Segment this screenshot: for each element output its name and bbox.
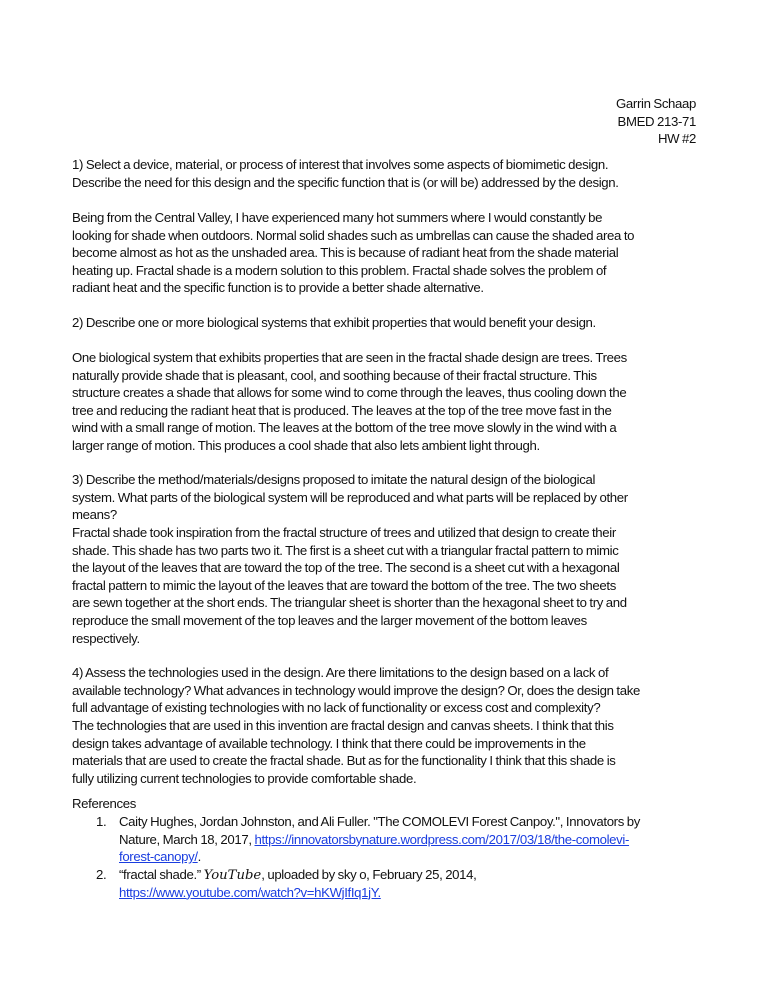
question-line: 3) Describe the method/materials/designs proposed to imitate the natural design of the biological — [72, 472, 596, 487]
answer-line: respectively. — [72, 630, 140, 646]
answer-line: reproduce the small movement of the top leaves and the larger movement of the bottom leaves — [72, 612, 587, 628]
reference-item-2 — [96, 866, 716, 902]
reference-line — [119, 831, 640, 849]
answer-line: become almost as hot as the unshaded area. This is because of radiant heat from the shade material — [72, 245, 619, 261]
question-line: 2) Describe one or more biological systems that exhibit properties that would benefit your design. — [72, 315, 596, 330]
reference-body — [119, 813, 640, 866]
answer-line: larger range of motion. This produces a cool shade that also lets ambient light through. — [72, 437, 540, 453]
answer-line: materials that are used to create the fractal shade. But as for the functionality I think that this shade is — [72, 753, 616, 769]
answer-4 — [72, 717, 702, 787]
reference-link-youtube[interactable]: https://www.youtube.com/watch?v=hKWjIfIq1jY. — [119, 884, 381, 900]
answer-line: fractal pattern to mimic the layout of the leaves that are toward the bottom of the tree. The two sheets — [72, 577, 616, 593]
question-line: Describe the need for this design and the specific function that is (or will be) addressed by the design. — [72, 174, 619, 190]
question-4 — [72, 664, 702, 717]
question-line: system. What parts of the biological system will be reproduced and what parts will be replaced by other — [72, 489, 628, 505]
answer-line: Fractal shade took inspiration from the fractal structure of trees and utilized that design to create their — [72, 525, 616, 540]
reference-text: , uploaded by sky o, February 25, 2014, — [261, 867, 477, 882]
answer-line: design takes advantage of available technology. I think that there could be improvements in the — [72, 735, 586, 751]
reference-body — [119, 866, 476, 901]
answer-line: wind with a small range of motion. The leaves at the bottom of the tree move slowly in the wind with a — [72, 420, 617, 436]
reference-line — [119, 866, 476, 884]
question-line: 1) Select a device, material, or process of interest that involves some aspects of biomimetic design. — [72, 157, 609, 172]
reference-text: . — [197, 849, 201, 865]
question-1 — [72, 156, 702, 191]
answer-line: The technologies that are used in this invention are fractal design and canvas sheets. I think that this — [72, 718, 614, 733]
reference-line: Caity Hughes, Jordan Johnston, and Ali Fuller. "The COMOLEVI Forest Canpoy.", Innovators by — [119, 814, 641, 829]
author-name: Garrin Schaap — [616, 96, 696, 111]
references-heading: References — [72, 796, 136, 811]
answer-line: fully utilizing current technologies to provide comfortable shade. — [72, 770, 417, 786]
answer-1 — [72, 209, 702, 297]
answer-line: naturally provide shade that is pleasant, cool, and soothing because of their fractal structure. This — [72, 367, 597, 383]
question-2 — [72, 314, 702, 332]
question-line: 4) Assess the technologies used in the design. Are there limitations to the design based on a lack of — [72, 665, 609, 680]
reference-source: YouTube — [203, 868, 262, 883]
reference-number: 2. — [96, 867, 107, 882]
reference-link-comolevi-continued[interactable]: forest-canopy/ — [119, 849, 198, 865]
answer-line: shade. This shade has two parts two it. The first is a sheet cut with a triangular fractal pattern to mimic — [72, 542, 619, 558]
question-3 — [72, 471, 702, 524]
reference-item-1 — [96, 813, 716, 866]
reference-title: “fractal shade.” — [119, 867, 204, 882]
assignment-label: HW #2 — [657, 131, 696, 147]
answer-line: heating up. Fractal shade is a modern solution to this problem. Fractal shade solves the problem of — [72, 262, 607, 278]
reference-number: 1. — [96, 814, 107, 829]
reference-line — [119, 884, 476, 902]
question-line: available technology? What advances in technology would improve the design? Or, does the design take — [72, 682, 640, 698]
answer-line: looking for shade when outdoors. Normal solid shades such as umbrellas can cause the shaded area to — [72, 227, 635, 243]
question-line: means? — [72, 507, 117, 523]
answer-line: One biological system that exhibits properties that are seen in the fractal shade design are trees. Trees — [72, 350, 627, 365]
answer-line: Being from the Central Valley, I have experienced many hot summers where I would constantly be — [72, 210, 603, 225]
reference-line — [119, 848, 640, 866]
answer-line: structure creates a shade that allows for some wind to come through the leaves, thus cooling down the — [72, 385, 627, 401]
reference-link-comolevi[interactable]: https://innovatorsbynature.wordpress.com/2017/03/18/the-comolevi- — [254, 831, 630, 847]
answer-line: the layout of the leaves that are toward the top of the tree. The second is a sheet cut with a hexagonal — [72, 560, 620, 576]
answer-line: tree and reducing the radiant heat that is produced. The leaves at the top of the tree move fast in the — [72, 402, 612, 418]
reference-text: Nature, March 18, 2017, — [119, 831, 255, 847]
author-header — [616, 95, 696, 148]
answer-line: are sewn together at the short ends. The triangular sheet is shorter than the hexagonal sheet to try and — [72, 595, 627, 611]
course-code: BMED 213-71 — [617, 113, 696, 129]
question-line: full advantage of existing technologies with no lack of functionality or excess cost and complexity? — [72, 700, 601, 716]
answer-line: radiant heat and the specific function is to provide a better shade alternative. — [72, 280, 484, 296]
answer-2 — [72, 349, 702, 455]
answer-3 — [72, 524, 702, 647]
